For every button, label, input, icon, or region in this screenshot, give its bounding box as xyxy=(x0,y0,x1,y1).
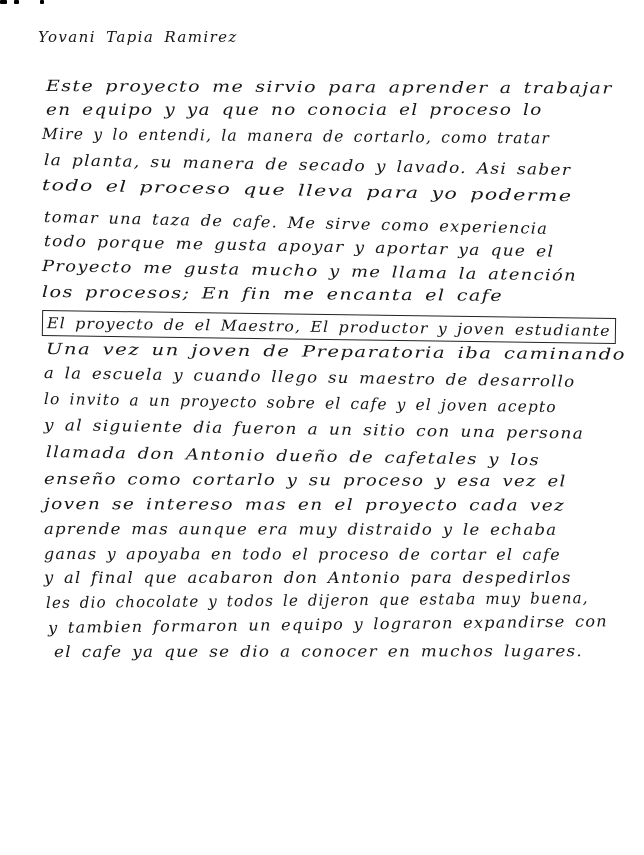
paragraph2-line: joven se intereso mas en el proyecto cada vez xyxy=(43,495,566,515)
author-name: Yovani Tapia Ramirez xyxy=(38,28,238,46)
paragraph2-line: les dio chocolate y todos le dijeron que estaba muy buena, xyxy=(45,589,589,612)
paragraph2-line: llamada don Antonio dueño de cafetales y los xyxy=(45,443,541,470)
paragraph2-line: ganas y apoyaba en todo el proceso de cortar el cafe xyxy=(43,545,561,564)
paragraph2-line: lo invito a un proyecto sobre el cafe y el joven acepto xyxy=(43,390,557,417)
scan-speck xyxy=(40,0,44,4)
paragraph2-line: y al siguiente dia fueron a un sitio con una persona xyxy=(43,416,585,443)
paragraph2-line: enseño como cortarlo y su proceso y esa vez el xyxy=(43,470,567,491)
paragraph1-line: Mire y lo entendi, la manera de cortarlo, como tratar xyxy=(41,125,551,148)
paragraph2-line: el cafe ya que se dio a conocer en muchos lugares. xyxy=(53,642,584,661)
paragraph1-line: todo porque me gusta apoyar y aportar ya que el xyxy=(43,232,555,261)
boxed-heading-text: El proyecto de el Maestro, El productor y joven estudiante xyxy=(46,314,611,340)
paragraph1-line: los procesos; En fin me encanta el cafe xyxy=(41,283,504,305)
paragraph2-line: a la escuela y cuando llego su maestro de desarrollo xyxy=(43,364,576,391)
paragraph1-line: la planta, su manera de secado y lavado. Asi saber xyxy=(43,151,572,180)
paragraph2-line: y al final que acabaron don Antonio para despedirlos xyxy=(44,569,572,587)
paragraph1-line: en equipo y ya que no conocia el proceso lo xyxy=(46,101,543,119)
scan-speck xyxy=(0,0,7,4)
paragraph1-line: Proyecto me gusta mucho y me llama la atención xyxy=(41,257,578,285)
paragraph2-line: aprende mas aunque era muy distraido y le echaba xyxy=(43,520,558,539)
boxed-heading xyxy=(42,310,616,344)
paragraph2-line: y tambien formaron un equipo y lograron expandirse con xyxy=(47,612,608,637)
paragraph2-line: Una vez un joven de Preparatoria iba caminando xyxy=(45,340,627,364)
paragraph1-line: tomar una taza de cafe. Me sirve como experiencia xyxy=(43,208,549,238)
paragraph1-line: todo el proceso que lleva para yo poderme xyxy=(41,176,573,206)
paragraph1-line: Este proyecto me sirvio para aprender a trabajar xyxy=(45,77,613,98)
scan-speck xyxy=(14,0,19,4)
